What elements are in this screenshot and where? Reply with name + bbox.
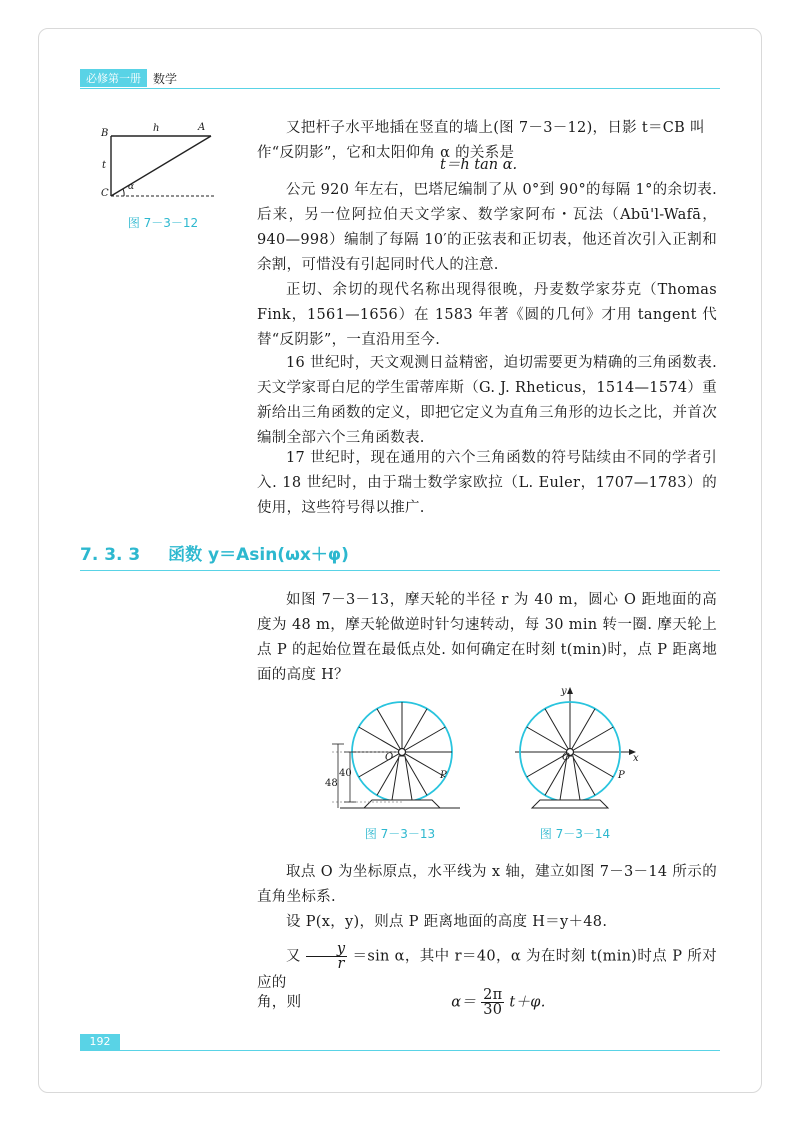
para-8: 设 P(x，y)，则点 P 距离地面的高度 H＝y＋48. — [286, 914, 608, 930]
para-5: 17 世纪时，现在通用的六个三角函数的符号陆续由不同的学者引入. 18 世纪时，由于瑞士数学家欧拉（L. Euler，1707—1783）的使用，这些符号得以推广. — [257, 450, 717, 516]
fig14-label-P: P — [618, 770, 625, 781]
fraction-2pi-over-30: $\frac{2\pi}{30}$ — [483, 987, 503, 1018]
subject-label: 数学 — [153, 71, 178, 86]
equation-1: t＝h tan α. — [440, 157, 518, 173]
fraction-y-over-r: $\frac{y}{r}$ — [306, 942, 348, 971]
page-number: 192 — [80, 1034, 120, 1050]
para-6: 如图 7－3－13，摩天轮的半径 r 为 40 m，圆心 O 距地面的高度为 48 m，摩天轮做逆时针匀速转动，每 30 min 转一圈. 摩天轮上点 P 的起始位置在最低点处. 如何确定在时刻 t(min)时，点 P 距离地面的高度 H？ — [257, 592, 717, 683]
section-rule — [80, 570, 720, 571]
figure-7-3-13 — [320, 700, 480, 822]
fig13-label-40: 40 — [339, 768, 352, 779]
label-B: B — [101, 128, 109, 139]
figure-7-3-14 — [510, 685, 650, 822]
caption-7-3-12: 图 7－3－12 — [127, 216, 199, 230]
section-title: 函数 y＝Asin(ωx＋φ) — [168, 545, 349, 565]
header-rule — [80, 88, 720, 89]
section-heading — [80, 540, 349, 565]
caption-7-3-13: 图 7－3－13 — [364, 827, 436, 841]
label-alpha: α — [128, 182, 135, 192]
book-badge: 必修第一册 — [80, 69, 147, 87]
label-t: t — [102, 160, 107, 171]
fig13-label-O: O — [385, 752, 394, 763]
footer-rule — [80, 1050, 720, 1051]
para-10: 角，则 α＝ $\frac{2\pi}{30}$ t＋φ. — [257, 987, 546, 1018]
fig14-label-y: y — [561, 686, 567, 697]
para-1-line-2: 作“反阴影”，它和太阳仰角 α 的关系是 — [257, 145, 515, 161]
para-1-line-1: 又把杆子水平地插在竖直的墙上(图 7－3－12)，日影 t＝CB 叫 — [286, 120, 705, 136]
fig13-label-P: P — [440, 770, 447, 781]
para-3: 正切、余切的现代名称出现得很晚，丹麦数学家芬克（Thomas Fink，1561—1656）在 1583 年著《圆的几何》才用 tangent 代替“反阴影”，一直沿用至今. — [257, 282, 717, 348]
para-9: 又 $\frac{y}{r}$ ＝sin α，其中 r＝40，α 为在时刻 t(min)时点 P 所对应的 — [257, 941, 717, 991]
para-7: 取点 O 为坐标原点，水平线为 x 轴，建立如图 7－3－14 所示的直角坐标系. — [257, 864, 717, 905]
para-2: 公元 920 年左右，巴塔尼编制了从 0°到 90°的每隔 1°的余切表. 后来，另一位阿拉伯天文学家、数学家阿布・瓦法（Abū'l-Wafā，940—998）编制了每隔 10′的正弦表和正切表，他还首次引入正割和余割，可惜没有引起同时代人的注意. — [257, 182, 717, 273]
label-C: C — [101, 188, 109, 199]
running-header — [80, 70, 177, 86]
label-h: h — [153, 123, 160, 134]
section-number: 7. 3. 3 — [80, 545, 141, 565]
figure-7-3-12 — [96, 118, 226, 208]
fig14-label-x: x — [633, 753, 639, 764]
para-4: 16 世纪时，天文观测日益精密，迫切需要更为精确的三角函数表. 天文学家哥白尼的学生雷蒂库斯（G. J. Rheticus，1514—1574）重新给出三角函数的定义，即把它定义为直角三角形的边长之比，并首次编制全部六个三角函数表. — [257, 355, 717, 446]
label-A: A — [198, 122, 206, 133]
caption-7-3-14: 图 7－3－14 — [539, 827, 611, 841]
fig13-label-48: 48 — [325, 778, 338, 789]
fig14-label-O: O — [562, 752, 571, 763]
